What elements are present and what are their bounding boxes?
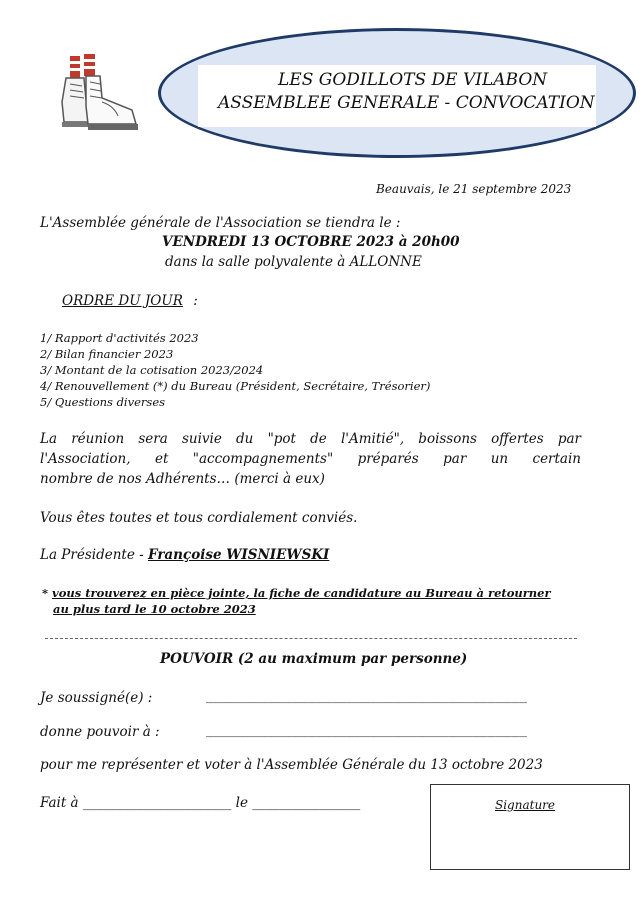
soussigne-field[interactable]: _________________________________________ [206,689,527,704]
president-name: Françoise WISNIEWSKI [147,547,330,563]
soussigne-label: Je soussigné(e) : [40,690,153,706]
meeting-place: dans la salle polyvalente à ALLONNE [165,254,422,270]
header-title-line2: ASSEMBLEE GENERALE - CONVOCATION [218,93,595,113]
paragraph-line1: La réunion sera suivie du "pot de l'Amitié", boissons offertes par [40,431,581,447]
fait-a-line[interactable]: Fait à ______________________ le ________________ [40,795,361,811]
header-title-line1: LES GODILLOTS DE VILABON [278,70,548,90]
agenda-heading: ORDRE DU JOUR [62,293,183,309]
footnote-line1: vous trouverez en pièce jointe, la fiche de candidature au Bureau à retourner [52,586,551,600]
paragraph-line2: l'Association, et "accompagnements" préparés par un certain [40,451,581,467]
signature-box[interactable] [430,784,630,870]
agenda-item: 5/ Questions diverses [40,395,166,409]
agenda-item: 1/ Rapport d'activités 2023 [40,331,199,345]
hiking-boots-logo-icon [58,52,150,144]
signature-label: Signature [495,798,556,812]
meeting-date: VENDREDI 13 OCTOBRE 2023 à 20h00 [162,234,460,250]
agenda-colon: : [193,293,198,309]
agenda-heading-row [62,293,198,309]
agenda-item: 4/ Renouvellement (*) du Bureau (Président, Secrétaire, Trésorier) [40,379,431,393]
donne-field[interactable]: _________________________________________ [206,723,527,738]
represent-line: pour me représenter et voter à l'Assemblée Générale du 13 octobre 2023 [40,757,543,773]
president-line [40,547,329,563]
agenda-item: 2/ Bilan financier 2023 [40,347,174,361]
agenda-item: 3/ Montant de la cotisation 2023/2024 [40,363,264,377]
footnote-line1-row [42,586,551,600]
dashed-divider [45,638,577,639]
footnote-star: * [42,586,49,600]
intro-line1: L'Assemblée générale de l'Association se tiendra le : [40,215,401,231]
date-line: Beauvais, le 21 septembre 2023 [376,182,572,196]
donne-label: donne pouvoir à : [40,724,160,740]
president-label: La Présidente - [40,547,148,563]
footnote-line2: au plus tard le 10 octobre 2023 [53,602,256,616]
pouvoir-title: POUVOIR (2 au maximum par personne) [160,651,468,667]
paragraph-line3: nombre de nos Adhérents… (merci à eux) [40,471,325,487]
invitation-text: Vous êtes toutes et tous cordialement conviés. [40,510,358,526]
